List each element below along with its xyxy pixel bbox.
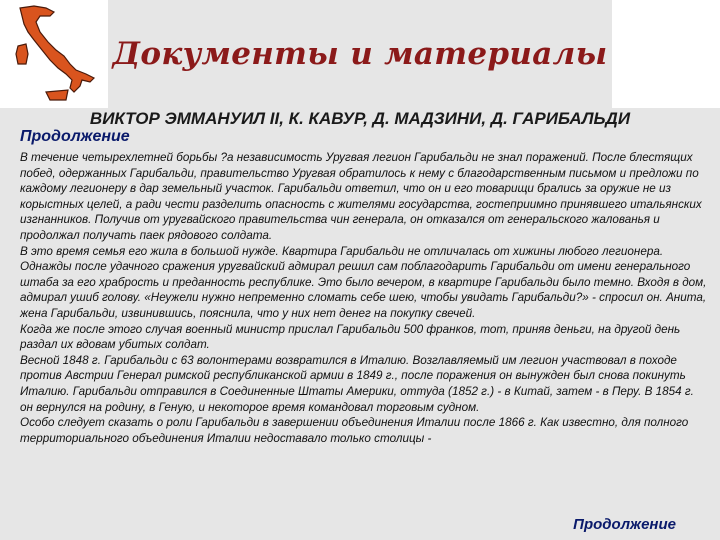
slide-heading: ВИКТОР ЭММАНУИЛ II, К. КАВУР, Д. МАДЗИНИ, Д. ГАРИБАЛЬДИ [89,109,631,128]
map-panel-right [612,0,720,108]
italy-map-left-icon [10,2,102,106]
paragraph: В это время семья его жила в большой нужде. Квартира Гарибальди не отличалась от хижины любого легионера. Однажды после удачного сражения уругвайский адмирал решил сам поблагодарить Гарибальди от имени генерального штаба за его храбрость и преданность республике. Это было вечером, в квартире Гарибальди было темно. Входя в дом, адмирал ушиб голову. «Неужели нужно непременно сломать себе шею, чтобы увидать Гарибальди?» - спросил он. Анита, жена Гарибальди, извинившись, пояснила, что у них нет денег на покупку свечей. [20,244,707,320]
paragraph: Когда же после этого случая военный министр прислал Гарибальди 500 франков, тот, приняв деньги, на другой день раздал их вдовам убитых солдат. [20,322,681,352]
paragraph: В течение четырехлетней борьбы ?а независимость Уругвая легион Гарибальди не знал поражений. После блестящих побед, одержанных Гарибальди, правительство Уругвая обратилось к нему с благодарственным письмом и предложи по каждому легионеру в дар земельный участок. Гарибальди ответил, что он и его товарищи брались за оружие не из корыстных целей, а ради чести разделить опасность с жителями государства, гостеприимно принявшего итальянских изгнанников. Получив от уругвайского правительства чин генерала, он отказался от генеральского жалованья и продолжал получать паек рядового солдата. [20,151,702,242]
paragraph: Весной 1848 г. Гарибальди с 63 волонтерами возвратился в Италию. Возглавляемый им легион участвовал в походе против Австрии Генерал римской республиканской армии в 1849 г., после поражения он вынужден был снова покинуть Италию. Гарибальди отправился в Соединенные Штаты Америки, оттуда (1852 г.) - в Китай, затем - в Перу. В 1854 г. он вернулся на родину, в Геную, и некоторое время командовал торговым судном. [20,353,694,414]
body-text [20,150,708,446]
paragraph: Особо следует сказать о роли Гарибальди в завершении объединения Италии после 1866 г. Как известно, для полного территориального объединения Италии недоставало только столицы - [20,416,689,445]
map-panel-left [0,0,108,108]
continue-link-bottom[interactable]: Продолжение [573,516,676,533]
continue-link-top[interactable]: Продолжение [20,128,130,145]
slide-title: Документы и материалы [112,36,608,72]
